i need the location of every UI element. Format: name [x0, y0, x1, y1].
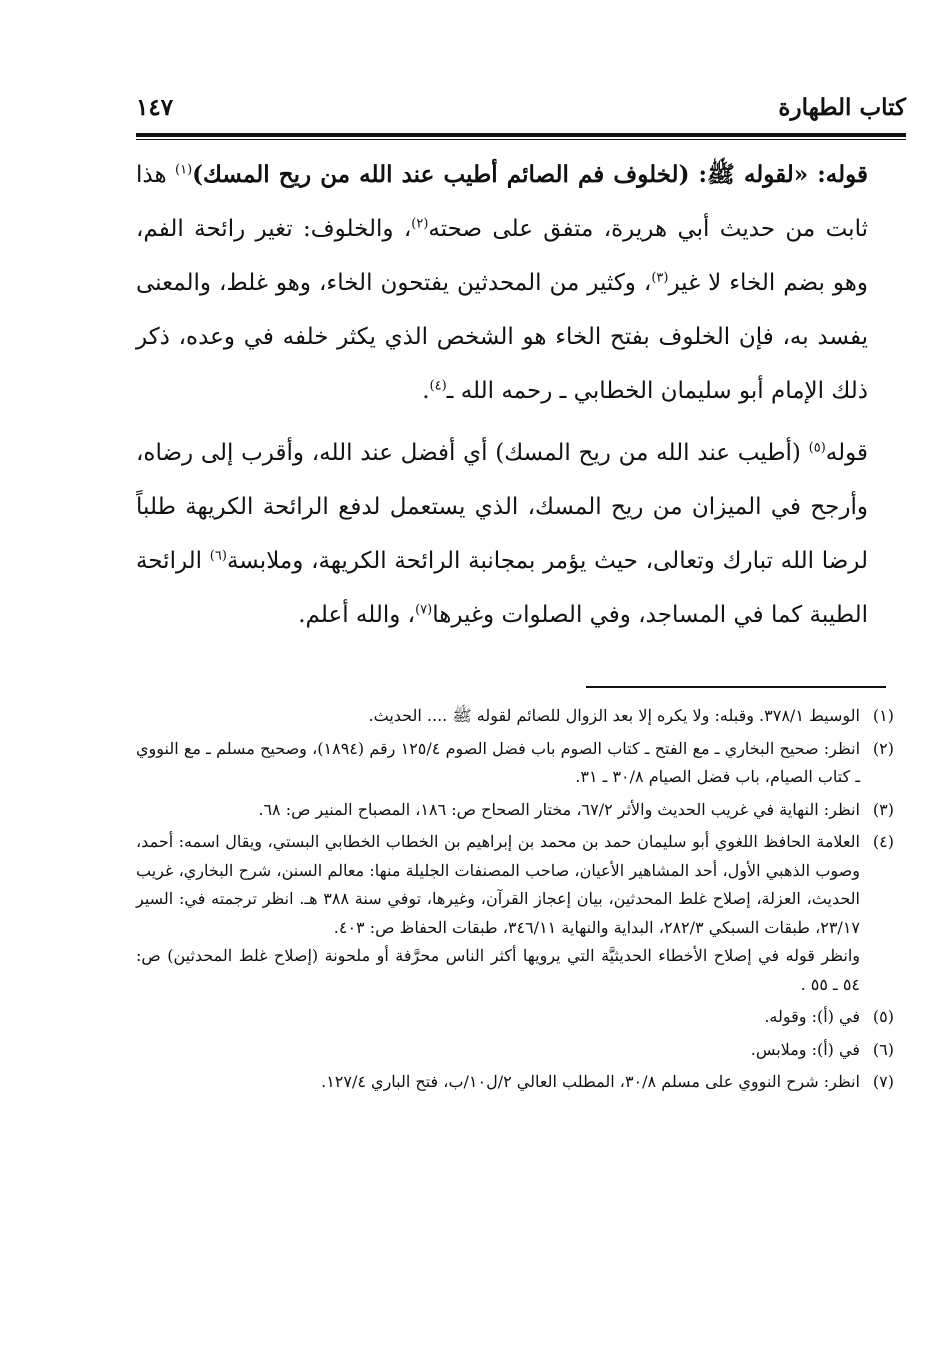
- header-rule-thin: [136, 139, 906, 140]
- footnote-mark: (٥): [872, 1007, 894, 1026]
- footnote-6: [136, 1036, 894, 1065]
- footnote-2: [136, 735, 894, 792]
- footnote-text: العلامة الحافظ اللغوي أبو سليمان حمد بن محمد بن إبراهيم بن الخطاب الخطابي البستي، ويقال اسمه: أحمد، وصوب الذهبي الأول، أحد المشاهير الأعيان، صاحب المصنفات الجليلة منها: معالم السنن، شرح البخاري، غريب الحديث، العزلة، إصلاح غلط المحدثين، بيان إعجاز القرآن، وغيرها، توفي سنة ٣٨٨ هـ. انظر ترجمته في: السير ٢٣/١٧، طبقات السبكي ٢٨٢/٣، البداية والنهاية ٣٤٦/١١، طبقات الحفاظ ص: ٤٠٣.: [136, 832, 860, 937]
- paragraph-2-text-c: الرائحة الطيبة كما في المساجد، وفي الصلوات وغيرها: [136, 548, 868, 628]
- footnote-separator: [586, 686, 886, 688]
- paragraph-1-text-b: ، والخلوف: تغير رائحة الفم، وهو بضم الخاء لا غير: [136, 216, 868, 296]
- paragraph-2-text-a: قوله: [825, 440, 868, 466]
- footnote-ref-5[interactable]: (٥): [808, 440, 826, 456]
- footnote-text: في (أ): وملابس.: [750, 1039, 860, 1059]
- page-header: [136, 90, 906, 130]
- footnote-mark: (٦): [872, 1039, 894, 1059]
- footnote-3: [136, 796, 894, 825]
- paragraph-2-text-b: (أطيب عند الله من ريح المسك) أي أفضل عند الله، وأقرب إلى رضاه، وأرجح في الميزان من ريح المسك، الذي يستعمل لدفع الرائحة الكريهة طلباً لرضا الله تبارك وتعالى، حيث يؤمر بمجانبة الرائحة الكريهة، وملابسة: [136, 440, 868, 574]
- footnote-text: انظر: النهاية في غريب الحديث والأثر ٦٧/٢، مختار الصحاح ص: ١٨٦، المصباح المنير ص: ٦٨.: [258, 799, 860, 819]
- footnote-ref-7[interactable]: (٧): [415, 602, 433, 618]
- paragraph-1: [136, 148, 894, 418]
- footnote-mark: (٣): [872, 799, 894, 819]
- paragraph-2-text-d: ، والله أعلم.: [298, 602, 416, 628]
- paragraph-1-text-c: ، وكثير من المحدثين يفتحون الخاء، وهو غلط، والمعنى يفسد به، فإن الخلوف بفتح الخاء هو الشخص الذي يكثر خلفه في وعده، ذكر ذلك الإمام أبو سليمان الخطابي ـ رحمه الله ـ: [136, 270, 868, 404]
- footnote-ref-2[interactable]: (٢): [411, 216, 429, 232]
- footnote-4: [136, 828, 894, 999]
- footnote-mark: (٢): [872, 738, 894, 758]
- main-text: [136, 148, 894, 642]
- footnote-text: الوسيط ٣٧٨/١. وقبله: ولا يكره إلا بعد الزوال للصائم لقوله ﷺ .... الحديث.: [368, 706, 860, 725]
- header-rule-thick: [136, 133, 906, 137]
- footnote-text: انظر: شرح النووي على مسلم ٣٠/٨، المطلب العالي ٢/ل١٠/ب، فتح الباري ١٢٧/٤.: [321, 1072, 860, 1091]
- page-number: ١٤٧: [136, 94, 174, 121]
- footnote-ref-6[interactable]: (٦): [209, 548, 227, 564]
- footnote-text: انظر: صحيح البخاري ـ مع الفتح ـ كتاب الصوم باب فضل الصوم ١٢٥/٤ رقم (١٨٩٤)، وصحيح مسلم ـ مع النووي ـ كتاب الصيام، باب فضل الصيام ٣٠/٨ ـ ٣١.: [136, 738, 861, 786]
- footnote-mark: (٤): [872, 832, 894, 851]
- footnote-ref-4[interactable]: (٤): [429, 378, 447, 394]
- chapter-title: كتاب الطهارة: [778, 94, 906, 121]
- footnote-mark: (١): [872, 706, 894, 725]
- paragraph-1-end: .: [422, 378, 430, 404]
- footnote-5: [136, 1003, 894, 1032]
- footnote-ref-1[interactable]: (١): [175, 162, 193, 178]
- footnote-text: في (أ): وقوله.: [764, 1007, 860, 1026]
- footnote-1: [136, 702, 894, 731]
- footnote-text-continued: وانظر قوله في إصلاح الأخطاء الحديثيَّة التي يرويها أكثر الناس محرَّفة أو ملحونة (إصلاح غلط المحدثين) ص: ٥٤ ـ ٥٥ .: [136, 946, 860, 994]
- footnote-ref-3[interactable]: (٣): [651, 270, 669, 286]
- footnote-mark: (٧): [872, 1072, 894, 1091]
- footnotes: [136, 702, 894, 1101]
- paragraph-2: [136, 426, 894, 642]
- quoted-hadith: قوله: «لقوله ﷺ: (لخلوف فم الصائم أطيب عند الله من ريح المسك): [192, 161, 869, 188]
- paragraph-1-text-a: هذا ثابت من حديث أبي هريرة، متفق على صحته: [136, 162, 868, 242]
- footnote-7: [136, 1068, 894, 1097]
